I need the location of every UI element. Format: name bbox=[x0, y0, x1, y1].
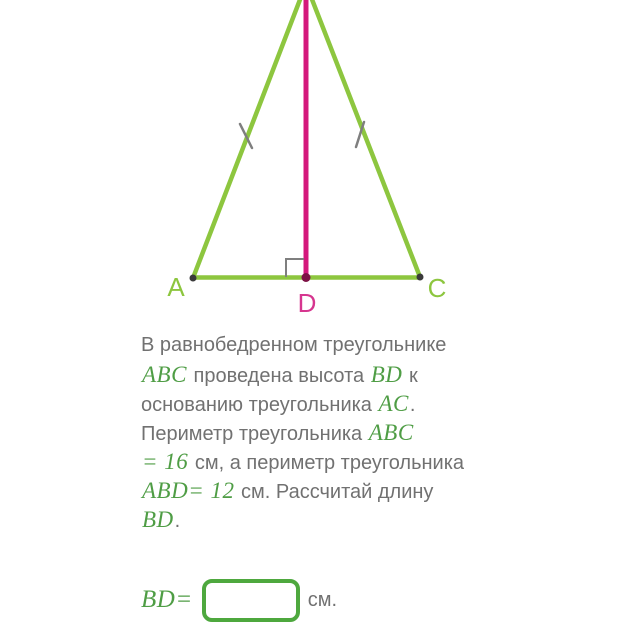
problem-line-4 bbox=[141, 418, 541, 447]
vertex-c-label: C bbox=[427, 273, 447, 303]
problem-text: . bbox=[174, 510, 181, 532]
problem-line-5 bbox=[141, 447, 541, 476]
bd-equals-label: BD= bbox=[141, 586, 193, 613]
math-bd: BD bbox=[370, 362, 403, 387]
answer-row bbox=[141, 576, 337, 624]
problem-text: проведена высота bbox=[187, 365, 370, 387]
problem-line-6 bbox=[141, 476, 541, 505]
side-ab-line bbox=[193, 0, 306, 278]
vertex-c-dot bbox=[417, 274, 424, 281]
foot-d-label: D bbox=[297, 288, 317, 318]
problem-line-1 bbox=[141, 331, 541, 360]
problem-text: к bbox=[403, 365, 418, 387]
problem-line-2 bbox=[141, 360, 541, 389]
problem-text: см, а периметр треугольника bbox=[189, 452, 465, 474]
problem-text: см. Рассчитай длину bbox=[235, 481, 434, 503]
math-abc: ABC bbox=[142, 362, 187, 387]
math-perimeter-abd-value: ABD= 12 bbox=[142, 478, 235, 503]
math-abc: ABC bbox=[368, 420, 414, 445]
math-bd: BD bbox=[142, 507, 174, 532]
right-angle-marker bbox=[286, 259, 304, 277]
problem-statement bbox=[141, 331, 541, 534]
math-ac: AC bbox=[378, 391, 409, 416]
problem-text: Периметр треугольника bbox=[141, 423, 368, 445]
foot-d-dot bbox=[302, 273, 311, 282]
problem-text: основанию треугольника bbox=[141, 394, 378, 416]
problem-text: . bbox=[409, 394, 416, 416]
side-bc-line bbox=[306, 0, 420, 277]
vertex-a-label: A bbox=[167, 272, 185, 302]
problem-line-3 bbox=[141, 389, 541, 418]
math-perimeter-abc-value: = 16 bbox=[142, 449, 189, 474]
bd-answer-input[interactable] bbox=[202, 579, 300, 622]
vertex-a-dot bbox=[190, 275, 197, 282]
unit-label: см. bbox=[307, 588, 338, 611]
problem-text: В равнобедренном треугольнике bbox=[141, 334, 447, 356]
problem-line-7 bbox=[141, 505, 541, 534]
